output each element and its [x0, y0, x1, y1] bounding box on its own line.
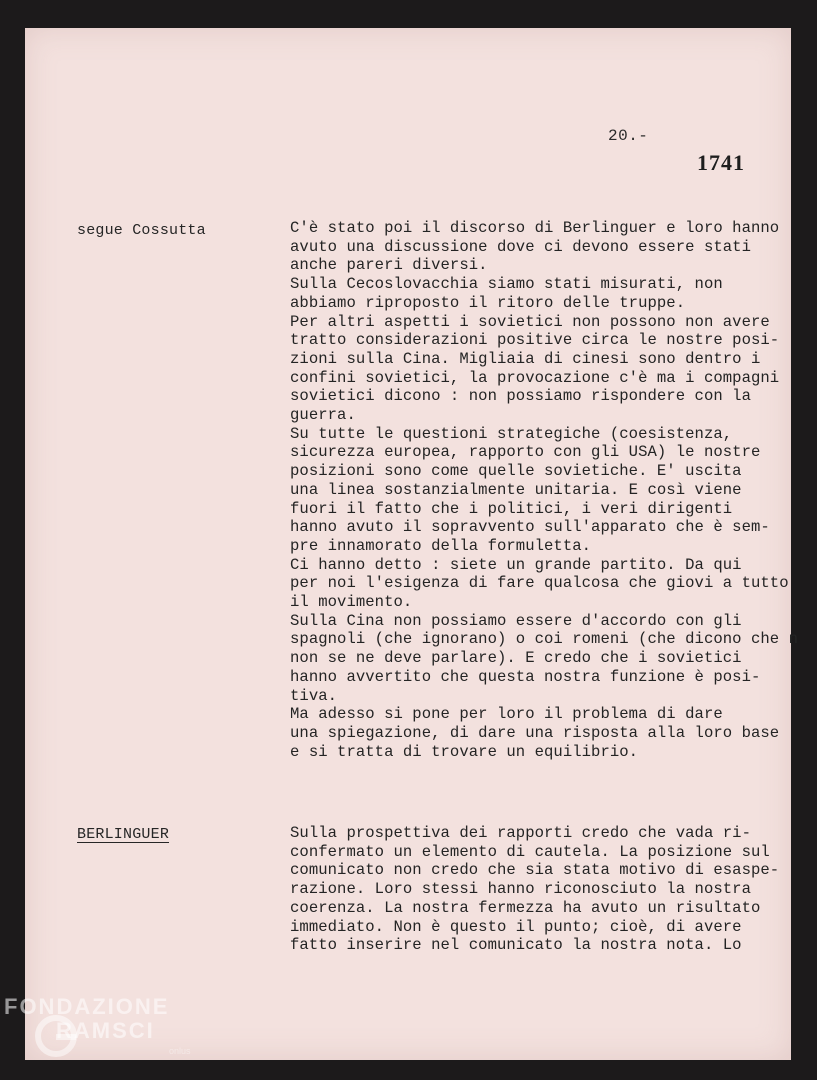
text-line: Sulla prospettiva dei rapporti credo che vada ri- [290, 824, 751, 842]
text-line: avuto una discussione dove ci devono essere stati [290, 237, 751, 256]
text-line: Su tutte le questioni strategiche (coesistenza, [290, 424, 733, 443]
text-line: e si tratta di trovare un equilibrio. [290, 742, 639, 761]
text-line: il movimento. [290, 593, 413, 612]
text-line: Ma adesso si pone per loro il problema di dare [290, 705, 723, 724]
speaker-label: segue Cossutta [77, 222, 206, 239]
text-line: tratto considerazioni positive circa le nostre posi- [290, 331, 780, 350]
text-line: sovietici dicono : non possiamo rispondere con la [290, 387, 751, 406]
text-line: spagnoli (che ignorano) o coi romeni (che dicono che n [290, 630, 799, 649]
watermark-line-3: onlus [169, 1046, 191, 1056]
text-line: una spiegazione, di dare una risposta alla loro base [290, 723, 780, 742]
page-number: 20.- [608, 127, 649, 145]
text-line: confermato un elemento di cautela. La posizione sul [290, 842, 770, 861]
text-line: hanno avuto il sopravvento sull'apparato che è sem- [290, 518, 770, 537]
text-line: abbiamo riproposto il ritoro delle truppe. [290, 293, 686, 312]
text-line: non se ne deve parlare). E credo che i sovietici [290, 649, 742, 668]
text-line: posizioni sono come quelle sovietiche. E' uscita [290, 462, 742, 481]
text-line: fatto inserire nel comunicato la nostra nota. Lo [290, 936, 742, 955]
text-line: pre innamorato della formuletta. [290, 536, 592, 555]
text-line: tiva. [290, 686, 338, 705]
text-line: fuori il fatto che i politici, i veri dirigenti [290, 499, 733, 518]
text-line: Sulla Cecoslovacchia siamo stati misurati, non [290, 275, 723, 294]
speech-text-block [290, 824, 810, 955]
text-line: una linea sostanzialmente unitaria. E così viene [290, 480, 742, 499]
text-line: guerra. [290, 406, 356, 425]
text-line: C'è stato poi il discorso di Berlinguer e loro hanno [290, 219, 780, 237]
text-line: sicurezza europea, rapporto con gli USA) le nostre [290, 443, 761, 462]
text-line: Sulla Cina non possiamo essere d'accordo con gli [290, 611, 742, 630]
text-line: Per altri aspetti i sovietici non possono non avere [290, 312, 770, 331]
text-line: immediato. Non è questo il punto; cioè, di avere [290, 917, 742, 936]
text-line: hanno avvertito che questa nostra funzione è posi- [290, 667, 761, 686]
speech-text-block [290, 219, 810, 761]
text-line: per noi l'esigenza di fare qualcosa che giovi a tutto [290, 574, 789, 593]
watermark-line-2: RAMSCI [56, 1018, 155, 1043]
text-line: comunicato non credo che sia stata motivo di esaspe- [290, 861, 780, 880]
text-line: zioni sulla Cina. Migliaia di cinesi sono dentro i [290, 349, 761, 368]
text-line: Ci hanno detto : siete un grande partito. Da qui [290, 555, 742, 574]
text-line: confini sovietici, la provocazione c'è ma i compagni [290, 368, 780, 387]
watermark-line-1: FONDAZIONE [4, 994, 170, 1019]
text-line: razione. Loro stessi hanno riconosciuto la nostra [290, 880, 751, 899]
fondazione-gramsci-watermark [4, 994, 204, 1064]
archive-stamp-number: 1741 [697, 150, 745, 175]
text-line: anche pareri diversi. [290, 256, 488, 275]
speaker-label: BERLINGUER [77, 826, 170, 843]
text-line: coerenza. La nostra fermezza ha avuto un risultato [290, 898, 761, 917]
